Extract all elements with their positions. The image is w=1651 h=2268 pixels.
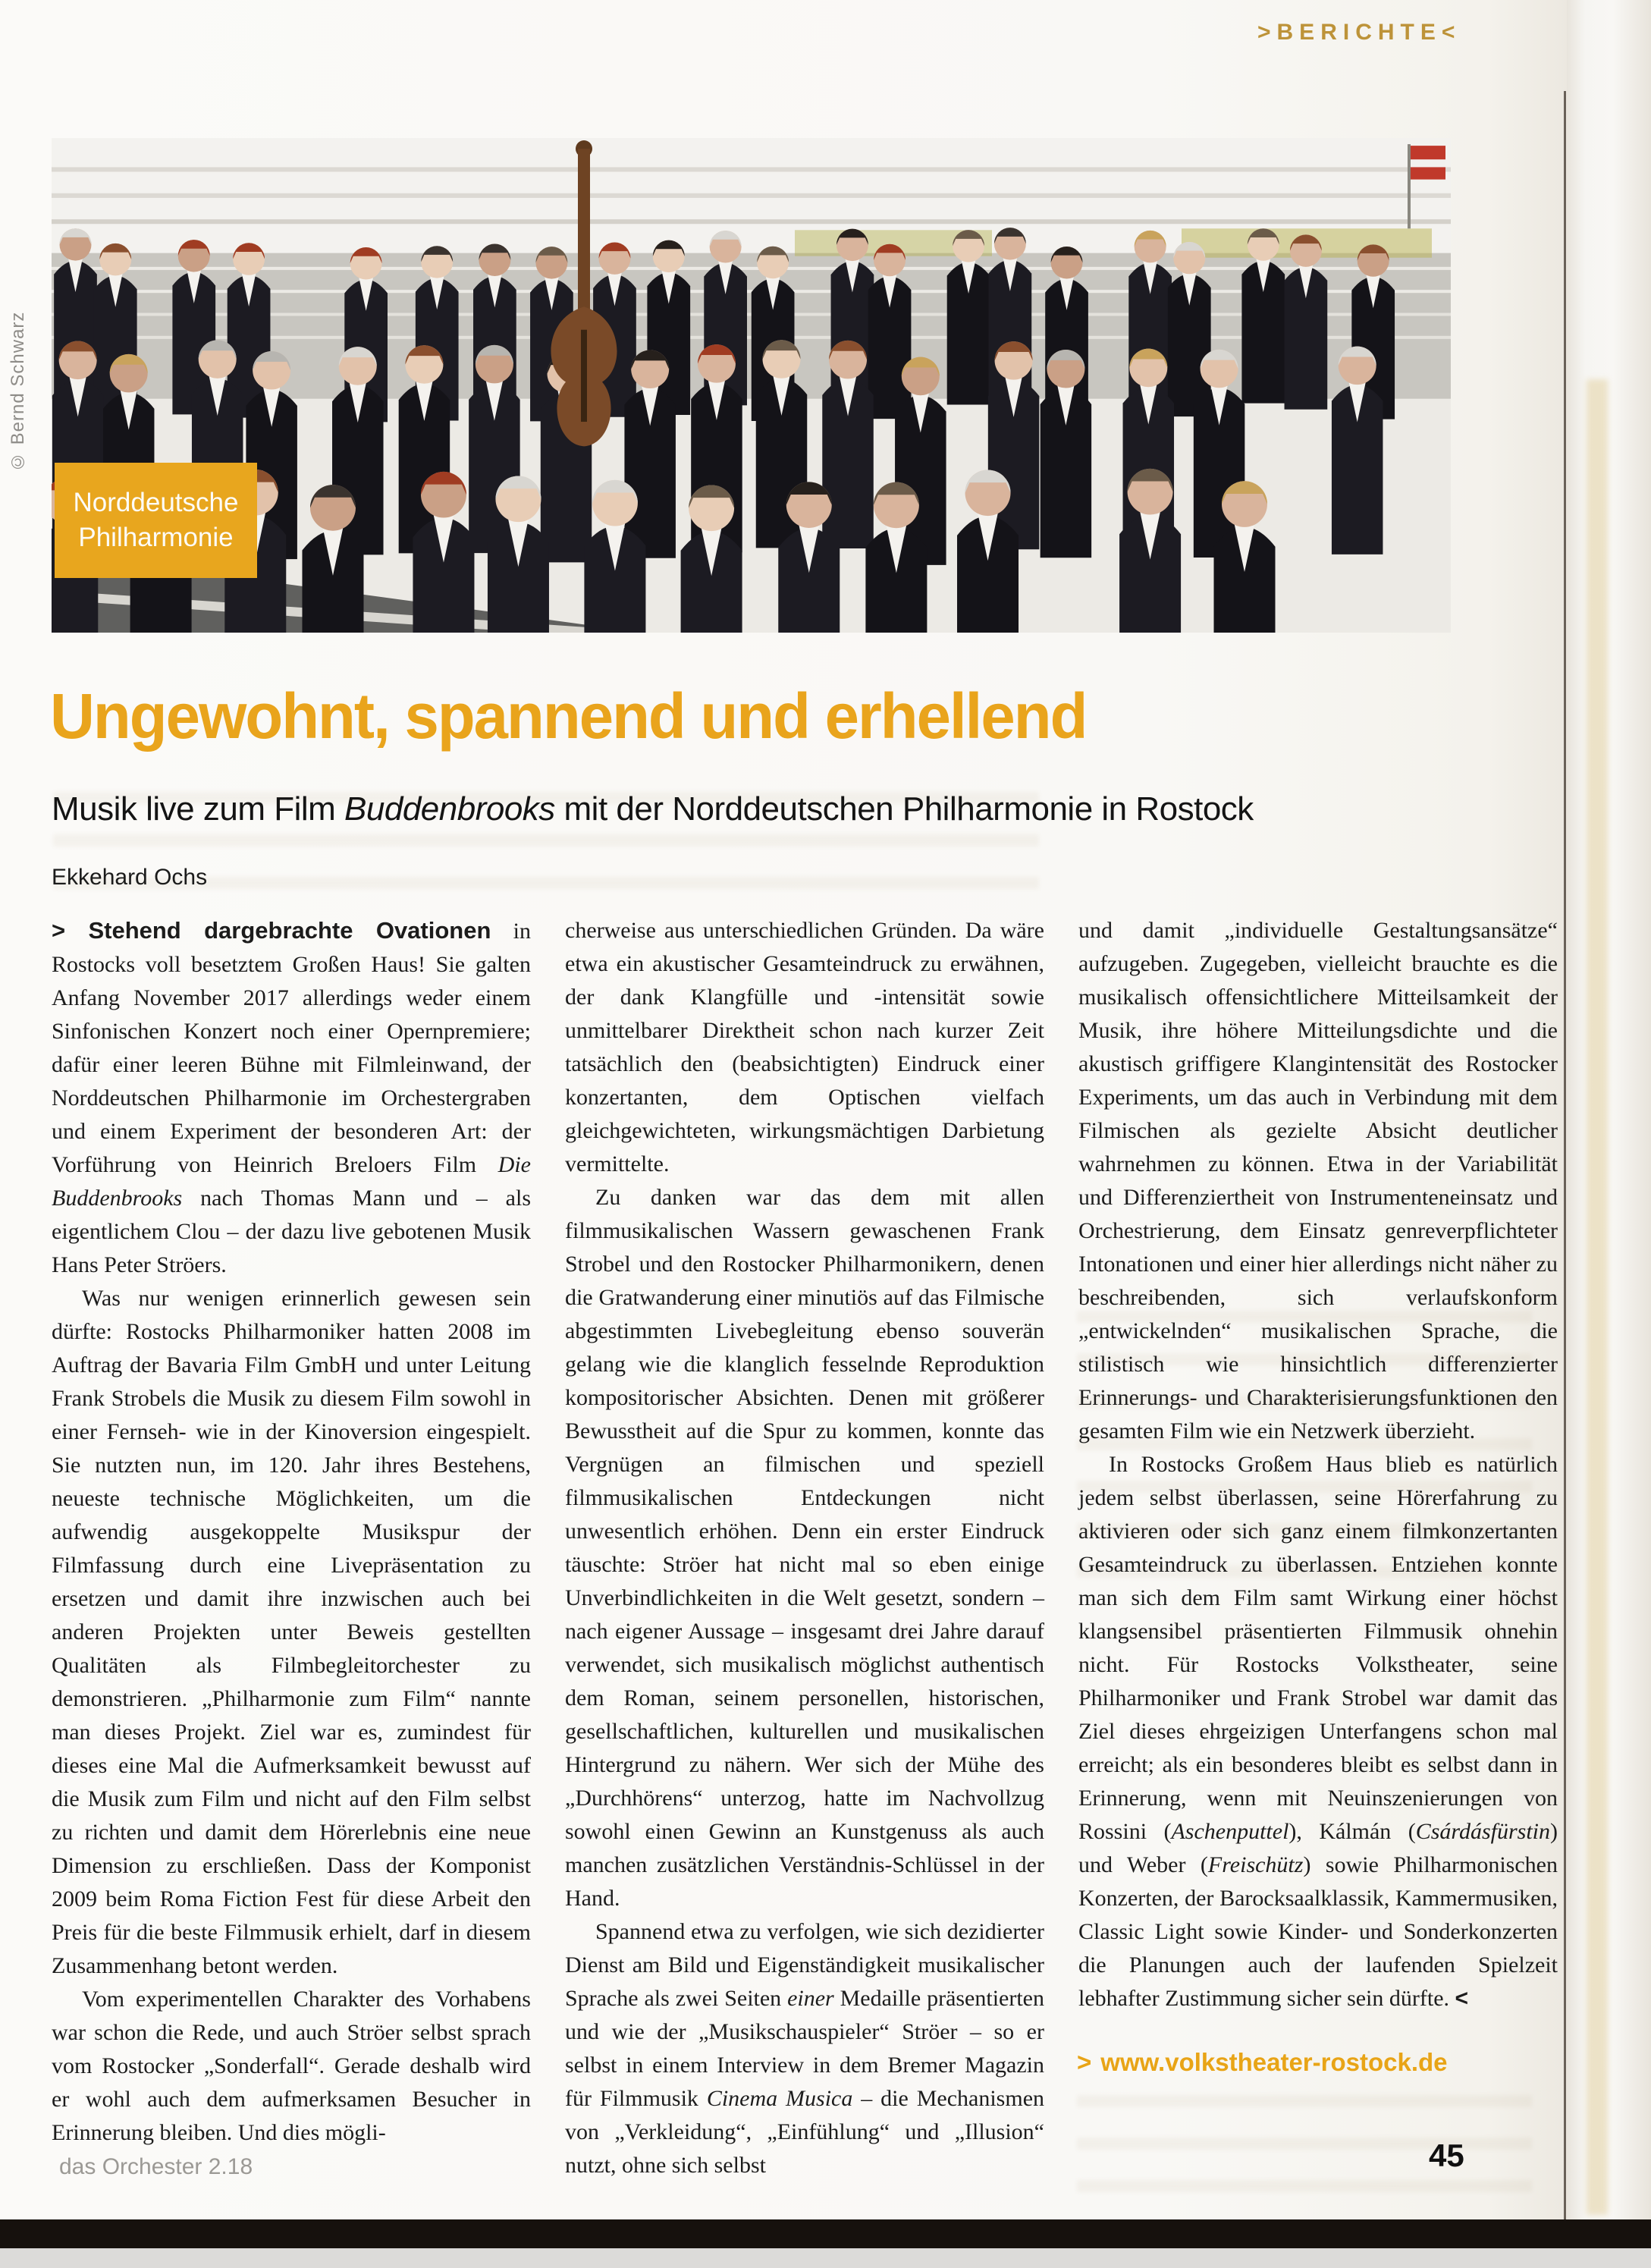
scanner-background <box>0 2248 1651 2268</box>
article-headline: Ungewohnt, spannend und erhellend <box>50 680 1087 752</box>
article-paragraph: Vom experimentellen Charakter des Vorhabens war schon die Rede, und auch Ströer selbst sprach vom Rostocker „Sonderfall“. Gerade deshalb wird er wohl auch dem aufmerksamen Besucher in Erinnerung bleiben. Und dies mögli- <box>52 1987 531 2145</box>
volkstheater-link[interactable]: www.volkstheater-rostock.de <box>1100 2048 1448 2076</box>
article-column-1 <box>52 914 531 2182</box>
orchestra-name-label <box>55 463 257 578</box>
article-subtitle: Musik live zum Film Buddenbrooks mit der Norddeutschen Philharmonie in Rostock <box>52 790 1254 828</box>
scan-bottom-shadow <box>0 2219 1651 2248</box>
link-arrow-icon: > <box>1077 2048 1092 2076</box>
orchestra-photo <box>52 138 1451 633</box>
page-edge-line <box>1564 91 1566 2226</box>
page-number: 45 <box>1429 2138 1464 2173</box>
article-paragraph: und damit „individuelle Gestaltungsansätze“ aufzugeben. Zugegeben, vielleicht brauchte es die musikalisch offensichtlichere Mitteilsamkeit der Musik, ihre höhere Mitteilungsdichte und die akustisch griffigere Klangintensität des Rostocker Experiments, um das auch in Verbindung mit dem Filmischen als gezielte Absicht deutlicher wahrnehmen zu können. Etwa in der Variabilität und Differenziertheit von Instrumenteneinsatz und Orchestrierung, dem Einsatz genreverpflichteter Intonationen und einer hier allerdings nicht näher zu beschreibenden, sich verlaufskonform „entwickelnden“ musikalischen Sprache, die stilistisch wie hinsichtlich differenzierter Erinnerungs- und Charakterisierungsfunktionen den gesamten Film wie ein Netzwerk überzieht. <box>1078 918 1558 1443</box>
article-column-3 <box>1078 914 1558 2182</box>
article-paragraph: In Rostocks Großem Haus blieb es natürlich jedem selbst überlassen, seine Hörerfahrung zu aktivieren oder sich ganz einem filmkonzertanten Gesamteindruck zu überlassen. Entziehen konnte man sich dem Film samt Wirkung einer höchst klangsensibel präsentierten Filmmusik ohnehin nicht. Für Rostocks Volkstheater, seine Philharmoniker und Frank Strobel war damit das Ziel dieses ehrgeizigen Unterfangens schon mal erreicht; als ein besonderes bleibt es selbst dann in Erinnerung, wenn mit Neuinszenierungen von Rossini (Aschenputtel), Kálmán (Csárdásfürstin) und Weber (Freischütz) sowie Philharmonischen Konzerten, der Barocksaalklassik, Kammermusiken, Classic Light sowie Kinder- und Sonderkonzerten die Planungen auch der laufenden Spielzeit lebhafter Zustimmung sicher sein dürfte. < <box>1078 1452 1558 2011</box>
article-paragraph: Zu danken war das dem mit allen filmmusikalischen Wassern gewaschenen Frank Strobel und den Rostocker Philharmonikern, denen die Gratwanderung einer minutiös auf das Filmische abgestimmten Livebegleitung ebenso souverän gelang wie die klanglich fesselnde Reproduktion kompositorischer Absichten. Denen mit größerer Bewusstheit auf die Spur zu kommen, konnte das Vergnügen an filmischen und speziell filmmusikalischen Entdeckungen nicht unwesentlich erhöhen. Denn ein erster Eindruck täuschte: Ströer hat nicht mal so eben einige Unverbindlichkeiten in die Welt gesetzt, sondern – nach eigener Aussage – insgesamt drei Jahre darauf verwendet, sich musikalisch möglichst authentisch dem Roman, seinem personellen, historischen, gesellschaftlichen, kulturellen und musikalischen Hintergrund zu nähern. Wer sich der Mühe des „Durchhörens“ unterzog, hatte im Nachvollzug sowohl einen Gewinn an Kunstgenuss als auch manchen zusätzlichen Verständnis-Schlüssel in der Hand. <box>565 1185 1044 1911</box>
article-body <box>52 914 1558 2182</box>
page-curl-edge <box>1567 0 1651 2268</box>
photo-credit: © Bernd Schwarz <box>8 311 28 472</box>
article-paragraph: Was nur wenigen erinnerlich gewesen sein dürfte: Rostocks Philharmoniker hatten 2008 im Auftrag der Bavaria Film GmbH und unter Leitung Frank Strobels die Musik zu diesem Film sowohl in einer Fernseh- wie in der Kinoversion eingespielt. Sie nutzten nun, im 120. Jahr ihres Bestehens, neueste technische Möglichkeiten, um die aufwendig ausgekoppelte Musikspur der Filmfassung durch eine Livepräsentation zu ersetzen und damit ihre inzwischen auch bei anderen Projekten unter Beweis gestellten Qualitäten als Filmbegleitorchester zu demonstrieren. „Philharmonie zum Film“ nannte man dieses Projekt. Ziel war es, zumindest für dieses eine Mal die Aufmerksamkeit bewusst auf die Musik zum Film und nicht auf den Film selbst zu richten und damit dem Hörerlebnis eine neue Dimension zu erschließen. Dass der Komponist 2009 beim Roma Fiction Fest für diese Arbeit den Preis für die beste Filmmusik erhielt, darf in diesem Zusammenhang betont werden. <box>52 1286 531 1978</box>
orchestra-photo-svg <box>52 138 1451 633</box>
article-column-2 <box>565 914 1044 2182</box>
article-paragraph: > Stehend dargebrachte Ovationen in Rostocks voll besetztem Großen Haus! Sie galten Anfang November 2017 allerdings weder einem Sinfonischen Konzert noch einer Opernpremiere; dafür einer leeren Bühne mit Filmleinwand, der Norddeutschen Philharmonie im Orchestergraben und einem Experiment der besonderen Art: der Vorführung von Heinrich Breloers Film Die Buddenbrooks nach Thomas Mann und – als eigentlichem Clou – der dazu live gebotenen Musik Hans Peter Ströers. <box>52 917 531 1277</box>
article-paragraph: Spannend etwa zu verfolgen, wie sich dezidierter Dienst am Bild und Eigenständigkeit musikalischer Sprache als zwei Seiten einer Medaille präsentierten und wie der „Musikschauspieler“ Ströer – so er selbst in einem Interview in dem Bremer Magazin für Filmmusik Cinema Musica – die Mechanismen von „Verkleidung“, „Einfühlung“ und „Illusion“ nutzt, ohne sich selbst <box>565 1919 1045 2178</box>
article-paragraph: cherweise aus unterschiedlichen Gründen. Da wäre etwa ein akustischer Gesamteindruck zu erwähnen, der dank Klangfülle und -intensität sowie unmittelbarer Direktheit schon nach kurzer Zeit tatsächlich den (beabsichtigten) Eindruck einer konzertanten, dem Optischen vielfach gleichgewichteten, wirkungsmächtigen Darbietung vermittelte. <box>565 918 1044 1176</box>
orchestra-name-line1: Norddeutsche <box>73 487 239 517</box>
page-edge-stain <box>1587 379 1608 2215</box>
orchestra-name-line2: Philharmonie <box>78 523 234 552</box>
article-author: Ekkehard Ochs <box>52 865 208 890</box>
magazine-issue: das Orchester 2.18 <box>59 2154 253 2179</box>
section-header: >BERICHTE< <box>1257 20 1461 45</box>
website-link-row <box>1077 2048 1562 2077</box>
